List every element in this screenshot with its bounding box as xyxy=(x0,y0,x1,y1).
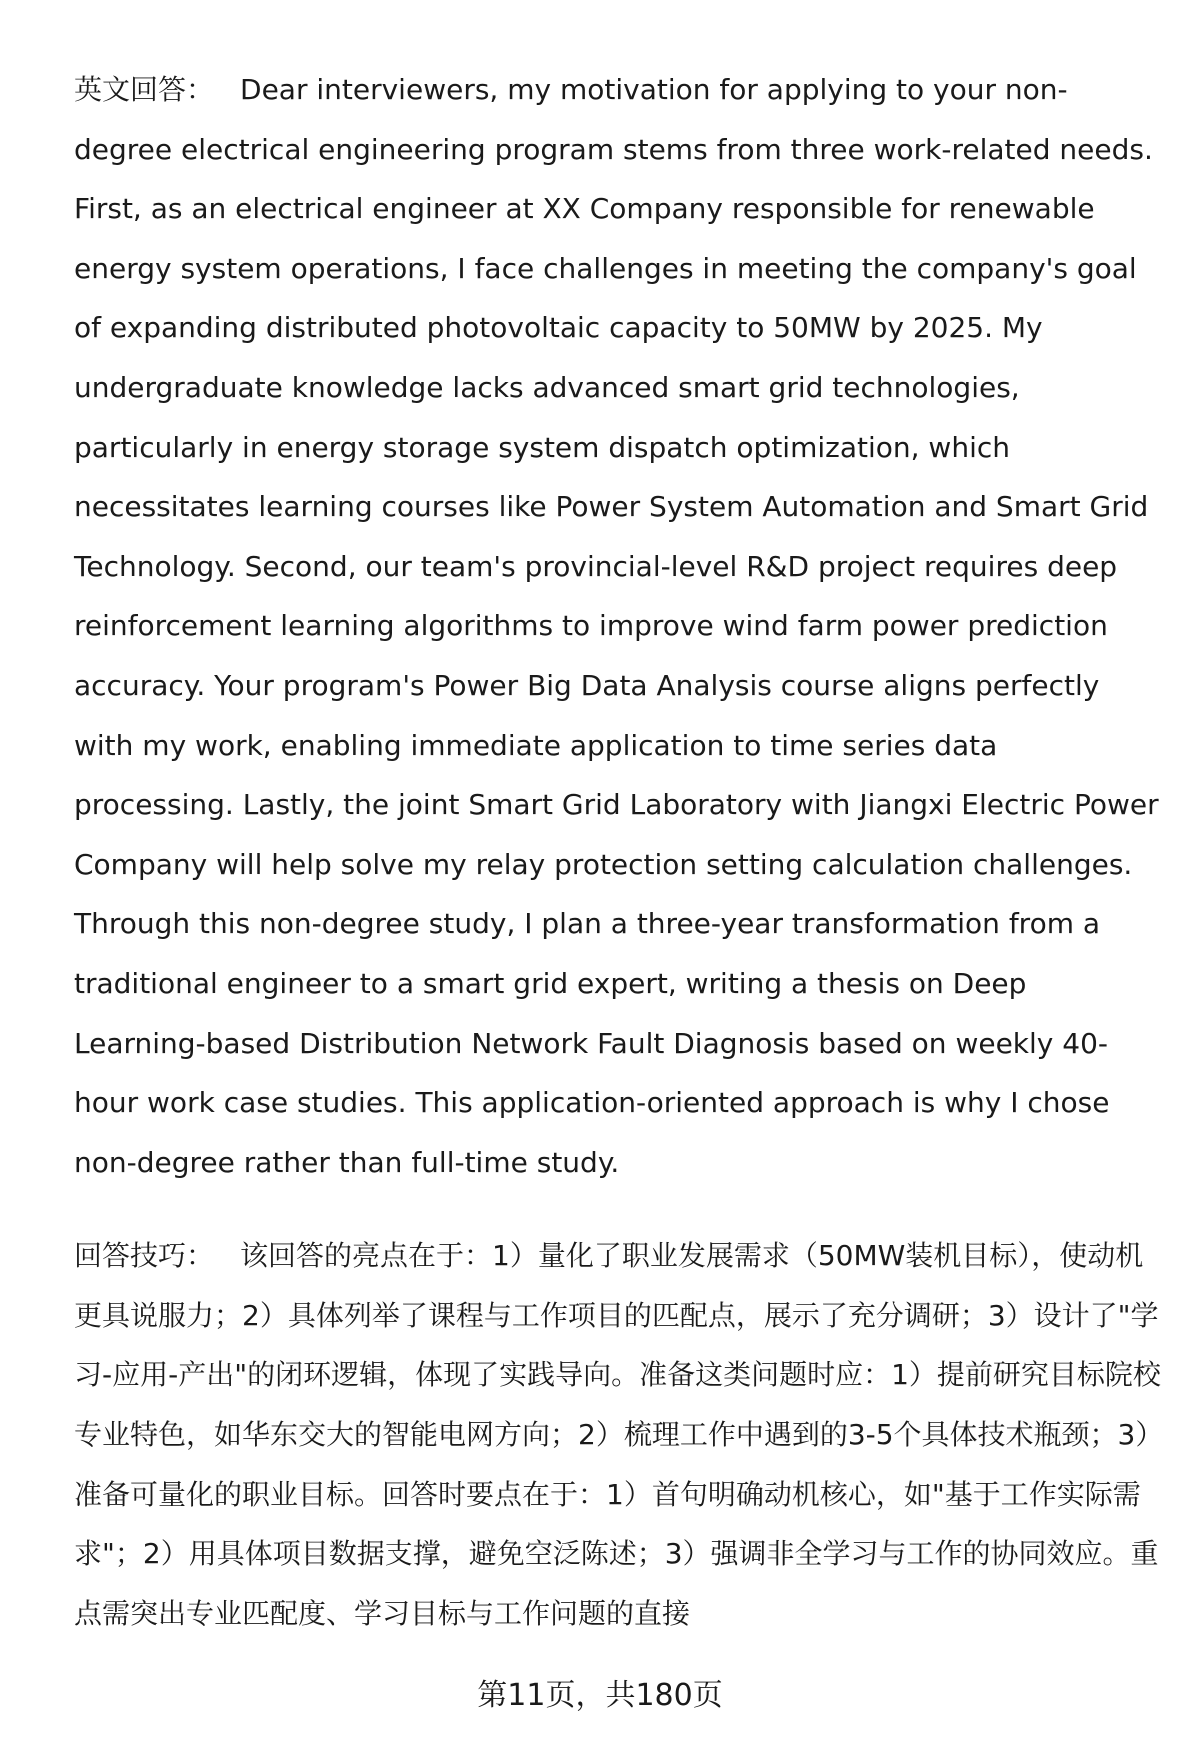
answer-tips-paragraph xyxy=(74,1226,1164,1643)
answer-tips-label: 回答技巧： xyxy=(74,1239,215,1273)
page-number-footer: 第11页，共180页 xyxy=(477,1678,723,1713)
answer-tips-text: 该回答的亮点在于：1）量化了职业发展需求（50MW装机目标），使动机更具说服力；2）具体列举了课程与工作项目的匹配点，展示了充分调研；3）设计了"学习-应用-产出"的闭环逻辑，体现了实践导向。准备这类问题时应：1）提前研究目标院校专业特色，如华东交大的智能电网方向；2）梳理工作中遇到的3-5个具体技术瓶颈；3）准备可量化的职业目标。回答时要点在于：1）首句明确动机核心，如"基于工作实际需求"；2）用具体项目数据支撑，避免空泛陈述；3）强调非全学习与工作的协同效应。重点需突出专业匹配度、学习目标与工作问题的直接 xyxy=(74,1239,1164,1630)
english-answer-text: Dear interviewers, my motivation for applying to your non-degree electrical engineering program stems from three work-related needs. First, as an electrical engineer at XX Company responsible for renewable energy system operations, I face challenges in meeting the company's goal of expanding distributed photovoltaic capacity to 50MW by 2025. My undergraduate knowledge lacks advanced smart grid technologies, particularly in energy storage system dispatch optimization, which necessitates learning courses like Power System Automation and Smart Grid Technology. Second, our team's provincial-level R&D project requires deep reinforcement learning algorithms to improve wind farm power prediction accuracy. Your program's Power Big Data Analysis course aligns perfectly with my work, enabling immediate application to time series data processing. Lastly, the joint Smart Grid Laboratory with Jiangxi Electric Power Company will help solve my relay protection setting calculation challenges. Through this non-degree study, I plan a three-year transformation from a traditional engineer to a smart grid expert, writing a thesis on Deep Learning-based Distribution Network Fault Diagnosis based on weekly 40-hour work case studies. This application-oriented approach is why I chose non-degree rather than full-time study. xyxy=(74,73,1159,1179)
english-answer-label: 英文回答： xyxy=(74,73,215,106)
english-answer-paragraph xyxy=(74,60,1164,1192)
page-content xyxy=(74,60,1164,1643)
